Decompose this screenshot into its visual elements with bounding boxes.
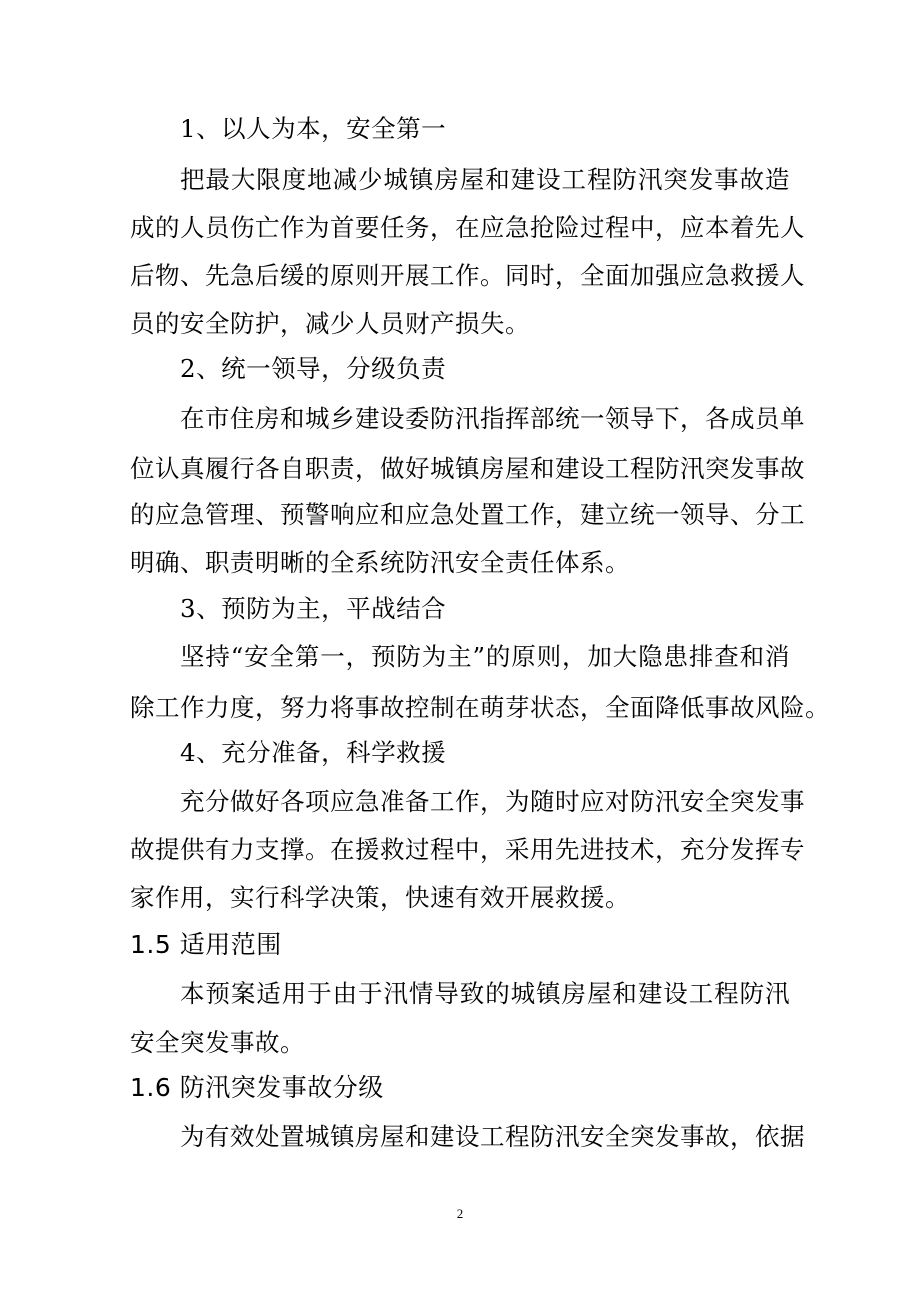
section-heading-1-5: 1.5 适用范围 bbox=[130, 930, 282, 959]
paragraph-line: 把最大限度地减少城镇房屋和建设工程防汛突发事故造 bbox=[180, 165, 790, 194]
paragraph-line: 员的安全防护，减少人员财产损失。 bbox=[130, 309, 530, 338]
paragraph-line: 除工作力度，努力将事故控制在萌芽状态，全面降低事故风险。 bbox=[130, 693, 830, 722]
paragraph-line: 后物、先急后缓的原则开展工作。同时，全面加强应急救援人 bbox=[130, 261, 805, 290]
page-number: 2 bbox=[456, 1206, 464, 1221]
paragraph-line: 为有效处置城镇房屋和建设工程防汛安全突发事故，依据 bbox=[180, 1122, 805, 1151]
principle-2-heading: 2、统一领导，分级负责 bbox=[180, 354, 447, 383]
paragraph-line: 充分做好各项应急准备工作，为随时应对防汛安全突发事 bbox=[180, 787, 805, 816]
paragraph-line: 本预案适用于由于汛情导致的城镇房屋和建设工程防汛 bbox=[180, 979, 790, 1008]
principle-4-heading: 4、充分准备，科学救援 bbox=[180, 738, 447, 767]
principle-3-heading: 3、预防为主，平战结合 bbox=[180, 594, 447, 623]
paragraph-line: 明确、职责明晰的全系统防汛安全责任体系。 bbox=[130, 548, 630, 577]
paragraph-line: 家作用，实行科学决策，快速有效开展救援。 bbox=[130, 883, 630, 912]
paragraph-line: 在市住房和城乡建设委防汛指挥部统一领导下，各成员单 bbox=[180, 404, 805, 433]
paragraph-line: 成的人员伤亡作为首要任务，在应急抢险过程中，应本着先人 bbox=[130, 213, 805, 242]
principle-1-heading: 1、以人为本，安全第一 bbox=[180, 114, 447, 143]
paragraph-line: 坚持“安全第一，预防为主”的原则，加大隐患排查和消 bbox=[180, 642, 790, 671]
paragraph-line: 位认真履行各自职责，做好城镇房屋和建设工程防汛突发事故 bbox=[130, 454, 805, 483]
paragraph-line: 的应急管理、预警响应和应急处置工作，建立统一领导、分工 bbox=[130, 500, 805, 529]
paragraph-line: 安全突发事故。 bbox=[130, 1028, 305, 1057]
section-heading-1-6: 1.6 防汛突发事故分级 bbox=[130, 1073, 384, 1102]
paragraph-line: 故提供有力支撑。在援救过程中，采用先进技术，充分发挥专 bbox=[130, 835, 805, 864]
